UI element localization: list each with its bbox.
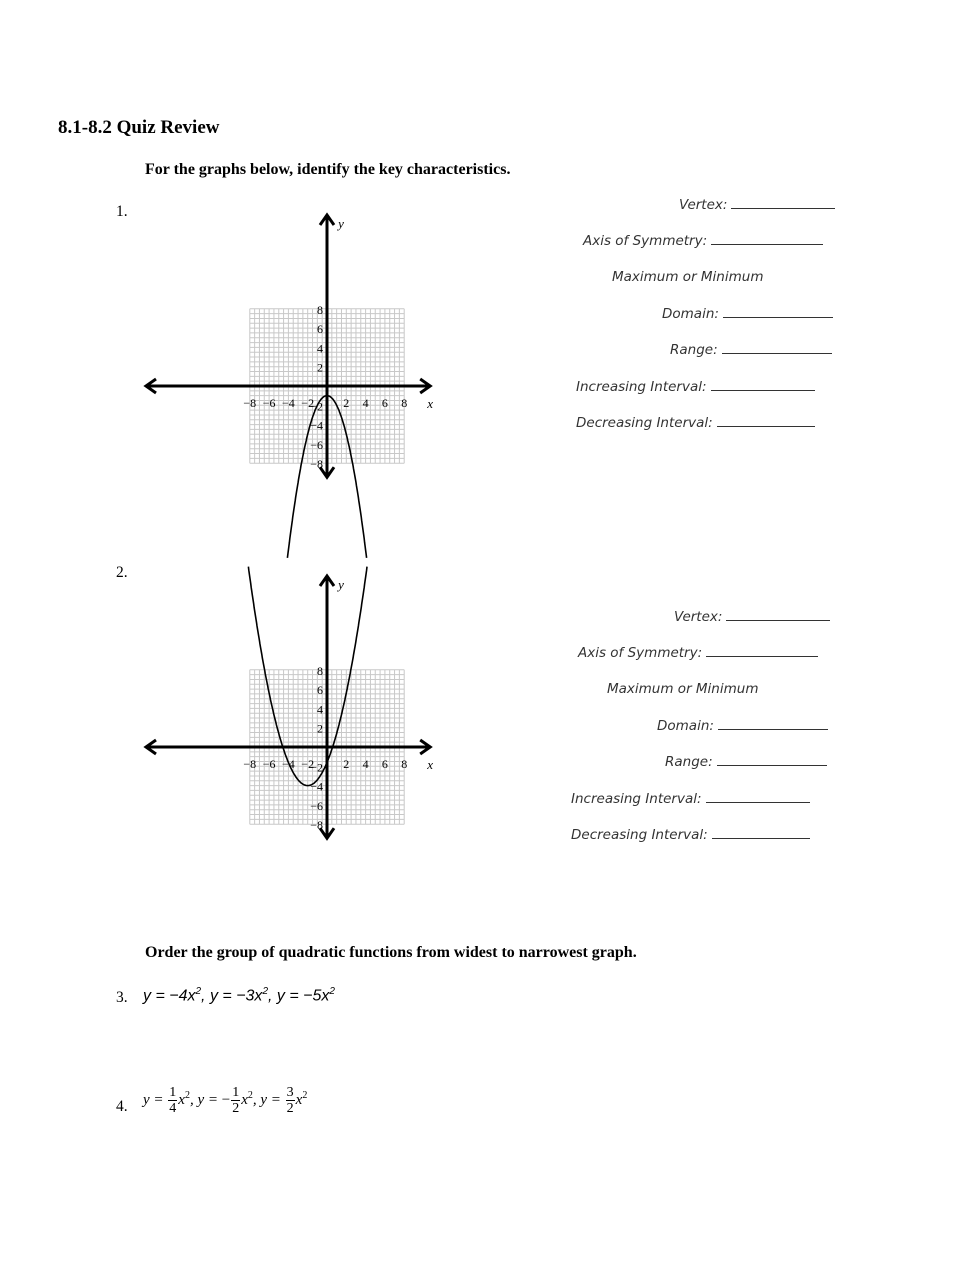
- y-tick-label: −8: [310, 457, 323, 472]
- decreasing-interval-field[interactable]: Decreasing Interval:: [571, 827, 810, 843]
- x-tick-label: −6: [262, 757, 276, 771]
- decreasing-interval-field[interactable]: Decreasing Interval:: [576, 415, 815, 431]
- problem-4-equations: y = $\frac{1}{4}$ $x^2$, y = − $\frac{1}{2}$ $x^2$, y = $\frac{3}{2}$ $x^2$: [143, 1085, 308, 1116]
- x-tick-label: 4: [362, 396, 369, 410]
- vertex-field[interactable]: Vertex:: [679, 197, 835, 213]
- x-tick-label: 8: [401, 396, 408, 410]
- x-tick-label: 2: [343, 396, 350, 410]
- vertex-field[interactable]: Vertex:: [674, 609, 830, 625]
- graph-2: [140, 566, 520, 921]
- y-tick-label: 4: [317, 702, 323, 717]
- page-title: 8.1-8.2 Quiz Review: [58, 117, 220, 138]
- range-field[interactable]: Range:: [665, 754, 827, 770]
- problem-number-2: 2.: [116, 564, 128, 581]
- y-tick-label: −8: [310, 818, 323, 833]
- x-tick-label: −4: [282, 757, 295, 771]
- x-tick-label: −8: [243, 757, 257, 771]
- problem-number-4: 4.: [116, 1098, 128, 1115]
- y-tick-label: −6: [310, 798, 323, 813]
- y-tick-label: 8: [317, 663, 323, 678]
- x-axis-label: x: [427, 757, 434, 772]
- y-tick-label: 4: [317, 341, 323, 356]
- order-instructions: Order the group of quadratic functions from widest to narrowest graph.: [145, 944, 637, 961]
- y-tick-label: 6: [317, 683, 323, 698]
- x-tick-label: 6: [381, 757, 388, 771]
- max-min-label: Maximum or Minimum: [607, 681, 759, 697]
- y-tick-label: −4: [310, 779, 323, 794]
- domain-field[interactable]: Domain:: [657, 718, 828, 734]
- x-tick-label: 4: [362, 757, 369, 771]
- graph-1: [140, 205, 520, 560]
- x-tick-label: −8: [243, 396, 257, 410]
- problem-3-equations: $y = -4x^2$, $y = -3x^2$, $y = -5x^2$: [143, 986, 335, 1005]
- axis-of-symmetry-field[interactable]: Axis of Symmetry:: [578, 645, 818, 661]
- domain-field[interactable]: Domain:: [662, 306, 833, 322]
- increasing-interval-field[interactable]: Increasing Interval:: [576, 379, 815, 395]
- x-tick-label: 6: [381, 396, 388, 410]
- problem-number-3: 3.: [116, 989, 128, 1006]
- y-tick-label: 6: [317, 322, 323, 337]
- x-tick-label: 8: [401, 757, 408, 771]
- y-tick-label: −2: [310, 399, 323, 414]
- y-tick-label: 8: [317, 302, 323, 317]
- x-tick-label: 2: [343, 757, 350, 771]
- range-field[interactable]: Range:: [670, 342, 832, 358]
- y-tick-label: −6: [310, 437, 323, 452]
- y-axis-label: y: [338, 577, 344, 592]
- y-axis-label: y: [338, 216, 344, 231]
- y-tick-label: 2: [317, 721, 323, 736]
- axis-of-symmetry-field[interactable]: Axis of Symmetry:: [583, 233, 823, 249]
- x-tick-label: −2: [301, 757, 315, 771]
- max-min-label: Maximum or Minimum: [612, 269, 764, 285]
- x-tick-label: −4: [282, 396, 295, 410]
- x-tick-label: −6: [262, 396, 276, 410]
- y-tick-label: −4: [310, 418, 323, 433]
- x-tick-label: −2: [301, 396, 315, 410]
- y-tick-label: 2: [317, 360, 323, 375]
- graph-instructions: For the graphs below, identify the key characteristics.: [145, 161, 511, 178]
- problem-number-1: 1.: [116, 203, 128, 220]
- x-axis-label: x: [427, 396, 434, 411]
- increasing-interval-field[interactable]: Increasing Interval:: [571, 791, 810, 807]
- y-tick-label: −2: [310, 760, 323, 775]
